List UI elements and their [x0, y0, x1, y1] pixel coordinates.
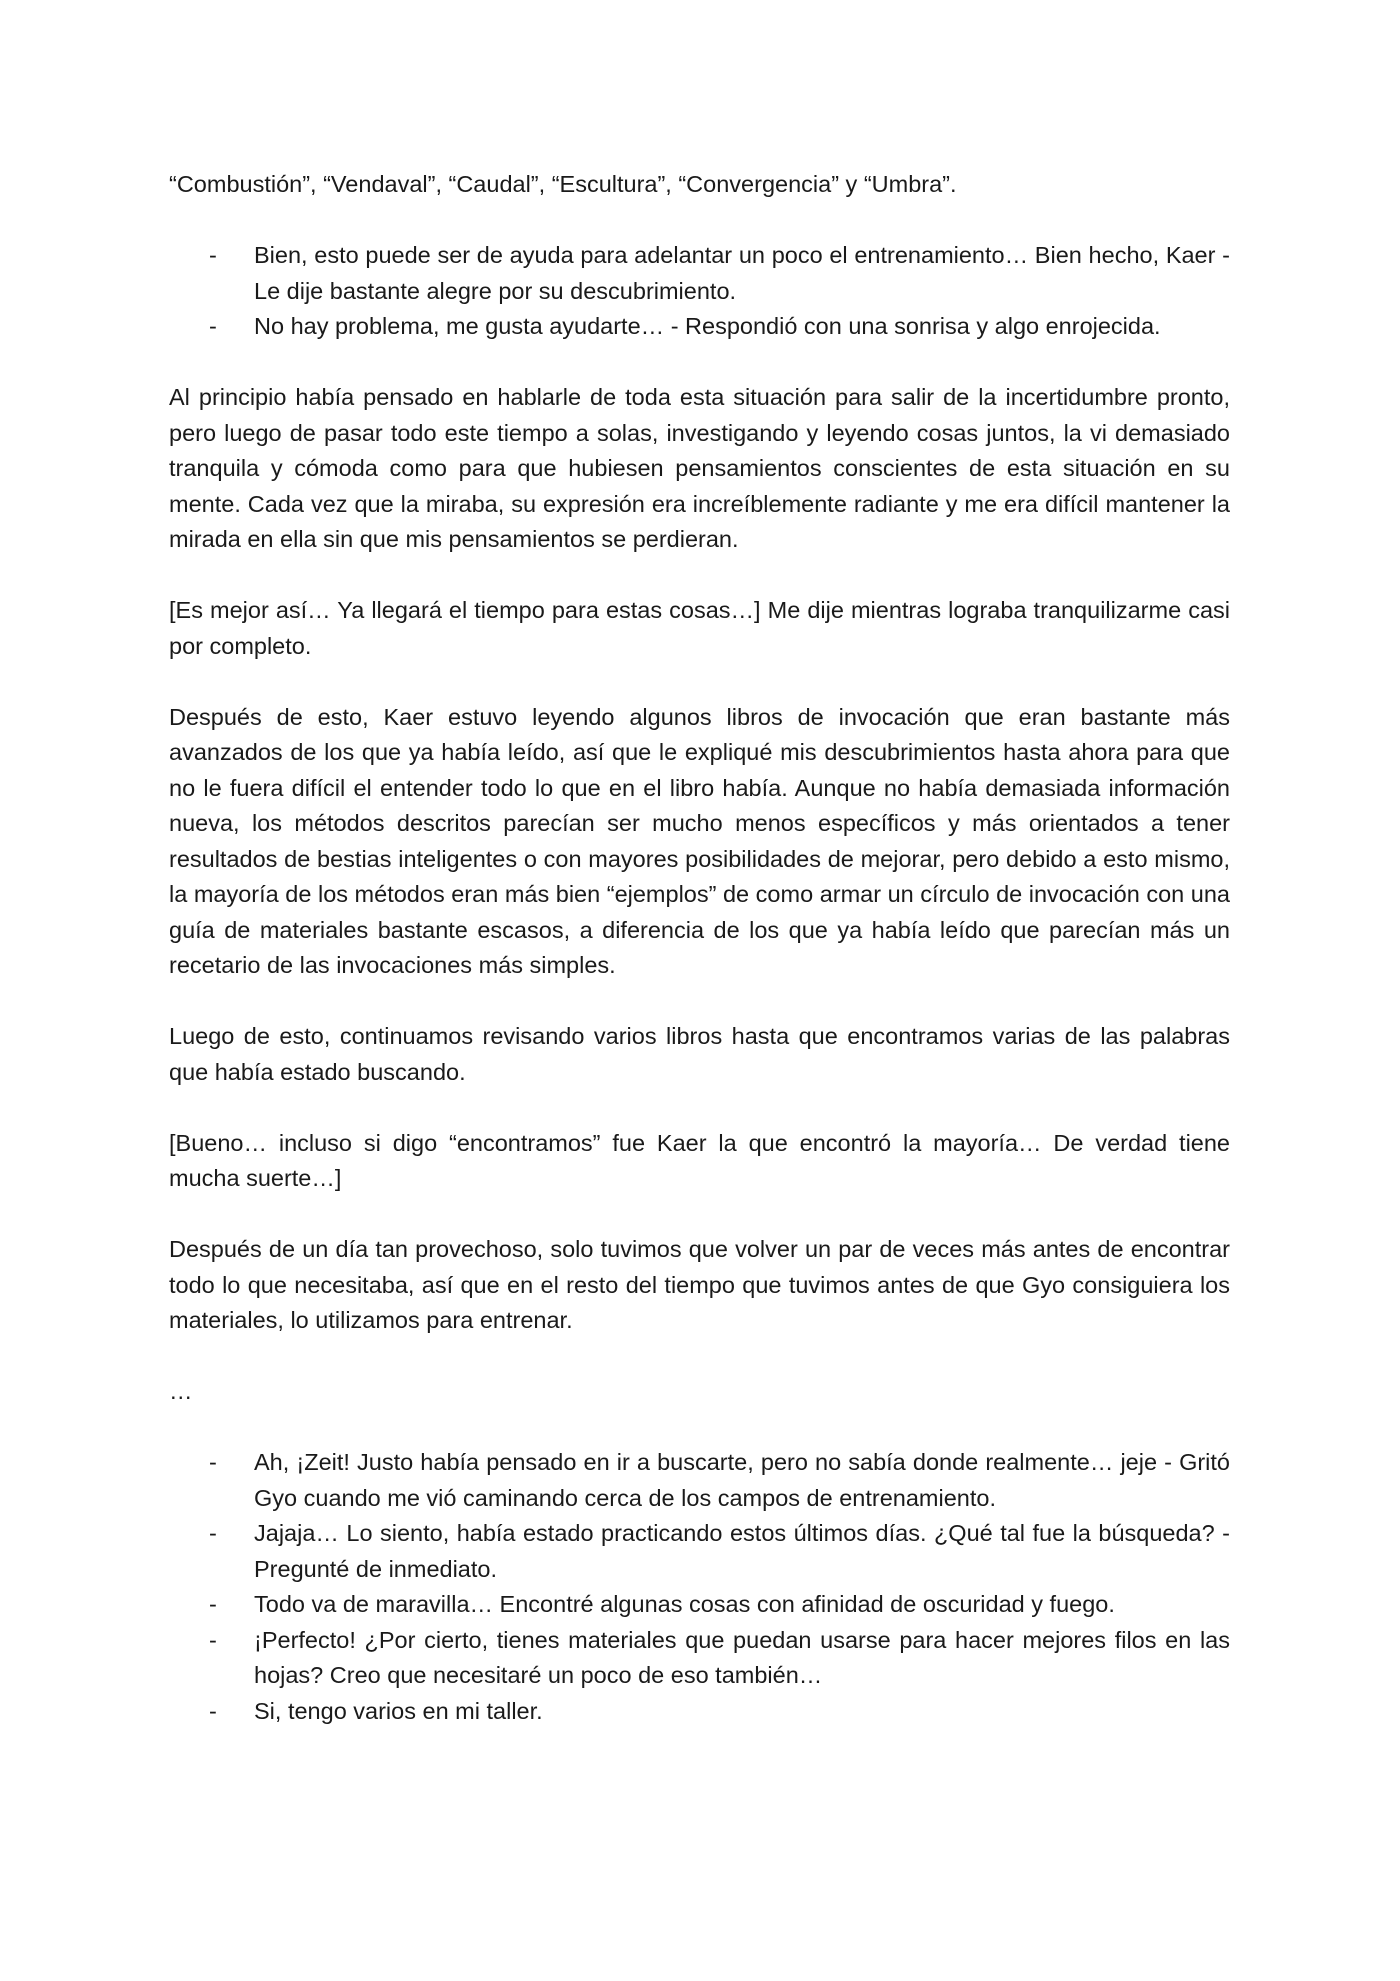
- dialogue-item: [169, 1623, 1230, 1694]
- dialogue-dash: -: [209, 1520, 217, 1546]
- paragraph-3: Después de esto, Kaer estuvo leyendo algunos libros de invocación que eran bastante más avanzados de los que ya había leído, así que le expliqué mis descubrimientos hasta ahora para que no le fuera difícil el entender todo lo que en el libro había. Aunque no había demasiada información nueva, los métodos descritos parecían ser mucho menos específicos y más orientados a tener resultados de bestias inteligentes o con mayores posibilidades de mejorar, pero debido a esto mismo, la mayoría de los métodos eran más bien “ejemplos” de como armar un círculo de invocación con una guía de materiales bastante escasos, a diferencia de los que ya había leído que parecían más un recetario de las invocaciones más simples.: [169, 703, 1230, 978]
- dialogue-list-1: [169, 238, 1230, 345]
- dialogue-list-2: [169, 1445, 1230, 1729]
- scene-separator: …: [169, 1378, 193, 1404]
- dialogue-dash: -: [209, 242, 217, 268]
- paragraph-6: Después de un día tan provechoso, solo tuvimos que volver un par de veces más antes de encontrar todo lo que necesitaba, así que en el resto del tiempo que tuvimos antes de que Gyo consiguiera los materiales, lo utilizamos para entrenar.: [169, 1236, 1230, 1333]
- dialogue-dash: -: [209, 1449, 217, 1475]
- paragraph-1: Al principio había pensado en hablarle de toda esta situación para salir de la incertidumbre pronto, pero luego de pasar todo este tiempo a solas, investigando y leyendo cosas juntos, la vi demasiado tranquila y cómoda como para que hubiesen pensamientos conscientes de esta situación en su mente. Cada vez que la miraba, su expresión era increíblemente radiante y me era difícil mantener la mirada en ella sin que mis pensamientos se perdieran.: [169, 384, 1230, 552]
- dialogue-item: [169, 1587, 1230, 1623]
- dialogue-item: [169, 1694, 1230, 1730]
- paragraph-2: [Es mejor así… Ya llegará el tiempo para estas cosas…] Me dije mientras lograba tranquilizarme casi por completo.: [169, 597, 1230, 659]
- dialogue-text: ¡Perfecto! ¿Por cierto, tienes materiales que puedan usarse para hacer mejores filos en las hojas? Creo que necesitaré un poco de eso también…: [254, 1626, 1230, 1688]
- dialogue-text: Todo va de maravilla… Encontré algunas cosas con afinidad de oscuridad y fuego.: [254, 1591, 1115, 1617]
- dialogue-item: [169, 1445, 1230, 1516]
- dialogue-item: [169, 238, 1230, 309]
- dialogue-dash: -: [209, 1697, 217, 1724]
- dialogue-text: Jajaja… Lo siento, había estado practicando estos últimos días. ¿Qué tal fue la búsqueda? - Pregunté de inmediato.: [254, 1520, 1230, 1582]
- dialogue-text: Si, tengo varios en mi taller.: [254, 1697, 543, 1724]
- dialogue-text: Bien, esto puede ser de ayuda para adelantar un poco el entrenamiento… Bien hecho, Kaer - Le dije bastante alegre por su descubrimiento.: [254, 242, 1230, 304]
- dialogue-text: Ah, ¡Zeit! Justo había pensado en ir a buscarte, pero no sabía donde realmente… jeje - Gritó Gyo cuando me vió caminando cerca de los campos de entrenamiento.: [254, 1449, 1230, 1511]
- document-page: [169, 167, 1230, 1765]
- dialogue-dash: -: [209, 1626, 217, 1653]
- dialogue-text: No hay problema, me gusta ayudarte… - Respondió con una sonrisa y algo enrojecida.: [254, 313, 1161, 339]
- opening-line: “Combustión”, “Vendaval”, “Caudal”, “Escultura”, “Convergencia” y “Umbra”.: [169, 171, 957, 197]
- dialogue-dash: -: [209, 313, 217, 339]
- paragraph-5: [Bueno… incluso si digo “encontramos” fue Kaer la que encontró la mayoría… De verdad tiene mucha suerte…]: [169, 1129, 1230, 1191]
- paragraph-4: Luego de esto, continuamos revisando varios libros hasta que encontramos varias de las palabras que había estado buscando.: [169, 1023, 1230, 1085]
- dialogue-item: [169, 309, 1230, 345]
- dialogue-dash: -: [209, 1591, 217, 1617]
- dialogue-item: [169, 1516, 1230, 1587]
